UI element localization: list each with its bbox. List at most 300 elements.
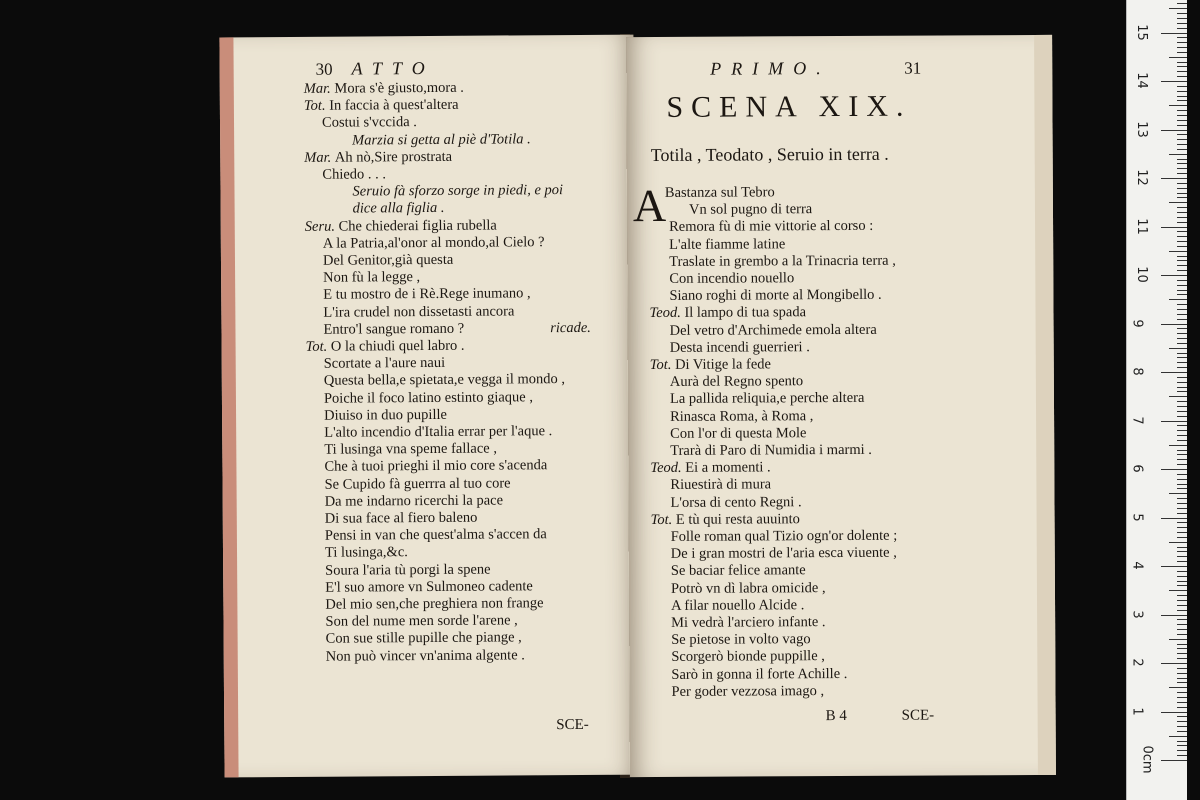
stage-direction-aside: ricade. [550,319,591,336]
ruler-tick [1177,115,1187,116]
open-book [218,28,1056,778]
ruler-tick [1177,716,1187,717]
verse-text: O la chiudi quel labro . [330,337,465,355]
text-line [324,441,497,459]
ruler-tick [1169,105,1187,106]
ruler-tick [1177,357,1187,358]
text-line [671,666,847,684]
ruler-tick [1169,542,1187,543]
ruler-tick [1177,62,1187,63]
ruler-tick [1177,193,1187,194]
ruler-tick [1177,212,1187,213]
verse-text: Diuiso in duo pupille [324,406,447,424]
right-catchword: SCE- [901,707,935,724]
text-line [669,218,873,236]
verse-text: Scortate a l'aure naui [323,355,446,372]
verse-text: Folle roman qual Tizio ogn'or dolente ; [670,527,898,545]
ruler-tick [1177,658,1187,659]
ruler-number: 13 [1133,120,1149,138]
ruler-tick [1177,522,1187,523]
ruler-tick [1177,280,1187,281]
ruler-tick [1161,324,1187,325]
ruler-tick [1177,96,1187,97]
verse-text: L'alto incendio d'Italia errar per l'aque . [324,423,553,441]
verse-text: Ti lusinga,&c. [324,544,408,562]
ruler-tick [1177,290,1187,291]
ruler-tick [1177,66,1187,67]
ruler-tick [1177,391,1187,392]
ruler-tick [1177,270,1187,271]
ruler-tick [1169,154,1187,155]
text-line [670,321,877,339]
verse-text: Con incendio nouello [669,270,795,287]
ruler-tick [1177,527,1187,528]
speaker-name: Tot. [649,356,676,374]
signature-mark: B 4 [825,707,847,725]
ruler-tick [1177,246,1187,247]
verse-text: In faccia à quest'altera [329,96,459,114]
ruler-tick [1177,222,1187,223]
text-line [323,252,453,270]
text-line [323,303,514,322]
ruler-tick [1177,401,1187,402]
ruler-number: 4 [1129,561,1145,570]
ruler-tick [1177,377,1187,378]
text-line [323,286,531,305]
ruler-tick [1177,595,1187,596]
ruler-tick [1169,736,1187,737]
ruler-tick [1169,590,1187,591]
text-line [671,614,825,632]
speaker-name: Seru. [304,218,339,235]
ruler-tick [1177,610,1187,611]
ruler-tick [1177,71,1187,72]
ruler-tick [1177,236,1187,237]
ruler-tick [1177,425,1187,426]
text-line [304,97,459,115]
verse-text: Con l'or di questa Mole [670,424,807,442]
ruler-tick [1177,353,1187,354]
ruler-number: 11 [1133,217,1149,235]
drop-capital: A [632,179,667,232]
ruler-tick [1177,440,1187,441]
ruler-tick [1177,454,1187,455]
text-line [671,631,810,649]
verse-text: Con sue stille pupille che piange , [325,629,522,648]
verse-text: Costui s'vccida . [321,114,417,132]
text-line [671,597,804,615]
left-page-number: 30 [315,59,333,79]
ruler-tick [1177,328,1187,329]
text-line [670,390,865,408]
verse-text: Entro'l sangue romano ? [323,320,465,338]
verse-text: Se Cupido fà guerrra al tuo core [324,475,511,493]
ruler-tick [1177,406,1187,407]
verse-text: Del mio sen,che preghiera non frange [325,595,544,613]
ruler-tick [1177,294,1187,295]
ruler-tick [1161,178,1187,179]
ruler-tick [1177,682,1187,683]
text-line [323,320,591,339]
ruler-number: 6 [1129,464,1145,473]
ruler-tick [1177,532,1187,533]
ruler-tick [1177,18,1187,19]
verse-text: Mora s'è giusto,mora . [334,79,464,97]
ruler-tick [1177,163,1187,164]
text-line [325,526,547,545]
ruler-tick [1177,498,1187,499]
text-line [324,355,445,373]
text-line [671,545,897,563]
ruler-tick [1177,537,1187,538]
ruler-tick [1177,367,1187,368]
ruler-tick [1177,556,1187,557]
verse-text: Questa bella,e spietata,e vegga il mondo , [323,371,566,390]
text-line [325,492,503,510]
ruler-tick [1161,469,1187,470]
ruler-number: 0cm [1139,745,1155,774]
text-line [324,458,547,477]
ruler-tick [1161,33,1187,34]
text-line [323,234,545,253]
text-line [326,630,522,649]
verse-text: Scorgerò bionde puppille , [671,648,825,666]
ruler-tick [1177,484,1187,485]
ruler-tick [1169,251,1187,252]
verse-text: Ah nò,Sire prostrata [334,148,453,166]
verse-text: Il lampo di tua spada [684,304,807,322]
verse-text: A la Patria,al'onor al mondo,al Cielo ? [322,233,545,252]
text-line [671,580,826,598]
ruler-tick [1177,697,1187,698]
ruler-tick [1177,629,1187,630]
verse-text: Ti lusinga vna speme fallace , [324,440,497,458]
ruler-tick [1177,551,1187,552]
verse-text: Del Genitor,già questa [322,251,454,269]
ruler-tick [1177,430,1187,431]
verse-text: Desta incendi guerrieri . [669,338,810,356]
verse-text: E'l suo amore vn Sulmoneo cadente [325,578,533,596]
ruler-tick [1169,396,1187,397]
verse-text: Di sua face al fiero baleno [324,509,478,527]
text-line [306,338,465,356]
ruler-tick [1177,86,1187,87]
right-page-number: 31 [904,58,922,78]
ruler-tick [1177,416,1187,417]
ruler-tick [1177,721,1187,722]
ruler-tick [1177,76,1187,77]
text-line [304,149,452,167]
verse-text: La pallida reliquia,e perche altera [669,390,865,408]
ruler-tick [1161,712,1187,713]
ruler-tick [1177,144,1187,145]
text-line [324,475,510,494]
ruler-tick [1177,459,1187,460]
ruler-tick [1177,576,1187,577]
verse-text: Bastanza sul Tebro [664,184,775,201]
left-running-head: ATTO [351,57,435,79]
text-line [671,528,898,546]
ruler-tick [1177,741,1187,742]
speaker-name: Mar. [304,149,335,166]
right-running-head: PRIMO. [710,58,831,79]
verse-text: Chiedo . . . [322,166,387,183]
verse-text: Se pietose in volto vago [671,631,811,649]
verse-text: Se baciar felice amante [670,562,806,580]
text-line [671,563,806,581]
text-line [325,545,408,563]
ruler-tick [1177,197,1187,198]
ruler-tick [1177,513,1187,514]
ruler-tick [1177,726,1187,727]
ruler-tick [1177,28,1187,29]
ruler-tick [1177,42,1187,43]
ruler-tick [1177,411,1187,412]
ruler-tick [1177,581,1187,582]
text-line [669,236,785,254]
text-line [670,408,813,426]
verse-text: E tu mostro de i Rè.Rege inumano , [323,285,531,304]
ruler-tick [1161,275,1187,276]
ruler-tick [1169,348,1187,349]
ruler-tick [1161,566,1187,567]
ruler-number: 7 [1129,415,1145,425]
verse-text: Pensi in van che quest'alma s'accen da [324,526,547,544]
ruler-tick [1177,707,1187,708]
ruler-tick [1169,493,1187,494]
ruler-number: 1 [1129,706,1145,716]
ruler-tick [1177,256,1187,257]
ruler-tick [1177,37,1187,38]
verse-text: Che à tuoi prieghi il mio core s'acenda [324,457,548,476]
text-line [670,442,872,460]
measuring-ruler [1126,0,1187,800]
ruler-tick [1177,260,1187,261]
ruler-tick [1169,8,1187,9]
text-line [669,287,881,305]
verse-text: Seruio fà sforzo sorge in piedi, e poi [352,182,564,200]
ruler-number: 8 [1129,367,1145,376]
verse-text: A filar nouello Alcide . [671,596,805,614]
ruler-tick [1177,585,1187,586]
ruler-tick [1177,644,1187,645]
ruler-tick [1177,745,1187,746]
verse-text: Son del nume men sorde l'arene , [325,612,518,630]
text-line [671,683,824,701]
verse-text: De i gran mostri de l'aria esca viuente , [670,544,897,563]
ruler-tick [1169,639,1187,640]
ruler-tick [1161,518,1187,519]
ruler-tick [1177,168,1187,169]
text-line [670,494,801,512]
ruler-tick [1177,120,1187,121]
ruler-tick [1169,445,1187,446]
ruler-tick [1177,450,1187,451]
ruler-tick [1177,464,1187,465]
ruler-number: 3 [1129,609,1145,619]
text-line [669,270,794,288]
ruler-number: 2 [1129,658,1145,667]
verse-text: L'alte fiamme latine [669,235,786,253]
ruler-tick [1177,702,1187,703]
text-line [324,423,552,442]
ruler-tick [1177,750,1187,751]
ruler-number: 9 [1129,318,1145,328]
text-line [670,339,810,357]
verse-text: Per goder vezzosa imago , [671,682,825,700]
text-line [650,460,770,478]
verse-text: Vn sol pugno di terra [688,201,813,218]
ruler-tick [1161,663,1187,664]
ruler-tick [1177,343,1187,344]
ruler-tick [1177,508,1187,509]
verse-text: Non può vincer vn'anima algente . [325,646,525,665]
text-line [324,389,533,408]
verse-text: Traslate in grembo a la Trinacria terra , [669,252,896,270]
ruler-tick [1177,13,1187,14]
ruler-tick [1177,624,1187,625]
ruler-number: 15 [1133,23,1149,41]
ruler-tick [1177,139,1187,140]
speaker-name: Tot. [305,338,331,355]
ruler-tick [1169,202,1187,203]
ruler-tick [1169,57,1187,58]
verse-text: Ei a momenti . [685,459,771,477]
ruler-tick [1177,304,1187,305]
ruler-tick [1177,314,1187,315]
verse-text: Che chiederai figlia rubella [338,217,497,235]
text-line [671,648,825,666]
ruler-tick [1177,561,1187,562]
ruler-tick [1177,653,1187,654]
ruler-tick [1177,285,1187,286]
right-page [626,35,1056,777]
ruler-number: 14 [1133,72,1149,89]
ruler-tick [1161,81,1187,82]
text-line [326,647,525,666]
speaker-name: Mar. [303,80,335,97]
text-line [650,356,771,374]
verse-text: Riuestirà di mura [670,476,772,494]
ruler-tick [1177,265,1187,266]
text-line [324,371,565,390]
ruler-tick [1177,648,1187,649]
ruler-number: 5 [1129,512,1145,522]
text-line [325,595,543,614]
ruler-tick [1177,362,1187,363]
ruler-tick [1177,678,1187,679]
text-line [323,269,420,287]
speaker-name: Teod. [650,460,686,477]
text-line [353,200,445,218]
verse-text: E tù qui resta auuinto [675,511,800,528]
ruler-tick [1177,231,1187,232]
verse-text: Potrò vn dì labra omicide , [670,579,826,597]
ruler-tick [1177,668,1187,669]
ruler-tick [1177,241,1187,242]
ruler-tick [1177,134,1187,135]
ruler-tick [1161,372,1187,373]
ruler-tick [1177,23,1187,24]
ruler-tick [1177,692,1187,693]
speaker-name: Teod. [649,305,685,322]
ruler-tick [1177,479,1187,480]
speaker-name: Tot. [303,97,330,115]
text-line [325,510,478,528]
verse-text: Marzia si getta al piè d'Totila . [352,130,531,149]
verse-text: Siano roghi di morte al Mongibello . [669,286,882,305]
verse-text: L'orsa di cento Regni . [670,493,802,511]
scene-title: SCENA XIX. [666,89,912,124]
ruler-tick [1177,488,1187,489]
ruler-tick [1177,183,1187,184]
ruler-tick [1177,217,1187,218]
ruler-tick [1161,227,1187,228]
verse-text: Remora fù di mie vittorie al corso : [669,218,874,236]
verse-text: Non fù la legge , [323,269,421,286]
speaker-name: Tot. [650,511,676,528]
verse-text: Da me indarno ricerchi la pace [324,492,504,510]
ruler-tick [1177,110,1187,111]
text-line [352,182,563,201]
ruler-tick [1177,149,1187,150]
text-line [325,561,491,579]
text-line [670,373,803,391]
ruler-tick [1161,421,1187,422]
verse-text: Di Vitige la fede [675,356,771,373]
verse-text: L'ira crudel non dissetasti ancora [323,302,515,321]
ruler-tick [1161,615,1187,616]
text-line [324,407,447,425]
verse-text: Soura l'aria tù porgi la spene [325,561,491,579]
ruler-tick [1177,159,1187,160]
ruler-tick [1177,3,1187,4]
text-line [325,613,517,632]
ruler-tick [1177,435,1187,436]
text-line [651,511,800,529]
ruler-tick [1177,600,1187,601]
ruler-tick [1169,687,1187,688]
text-line [322,114,417,132]
ruler-tick [1177,547,1187,548]
ruler-number: 10 [1133,266,1149,283]
verse-text: Poiche il foco latino estinto giaque , [323,388,533,407]
ruler-tick [1177,207,1187,208]
ruler-tick [1177,188,1187,189]
ruler-tick [1177,333,1187,334]
verse-text: Rinasca Roma, à Roma , [670,407,814,425]
ruler-number: 12 [1133,169,1149,186]
ruler-tick [1177,309,1187,310]
left-page [219,35,638,778]
ruler-tick [1177,571,1187,572]
ruler-tick [1177,673,1187,674]
text-line [670,425,806,443]
ruler-tick [1177,173,1187,174]
ruler-tick [1177,605,1187,606]
dramatis-personae: Totila , Teodato , Seruio in terra . [650,143,889,165]
ruler-tick [1177,634,1187,635]
verse-text: dice alla figlia . [352,200,445,217]
left-catchword: SCE- [556,716,589,734]
ruler-tick [1177,619,1187,620]
ruler-tick [1177,47,1187,48]
ruler-tick [1177,387,1187,388]
verse-text: Mi vedrà l'arciero infante . [671,614,826,631]
verse-text: Sarò in gonna il forte Achille . [671,665,848,683]
text-line [670,477,771,495]
ruler-tick [1177,125,1187,126]
